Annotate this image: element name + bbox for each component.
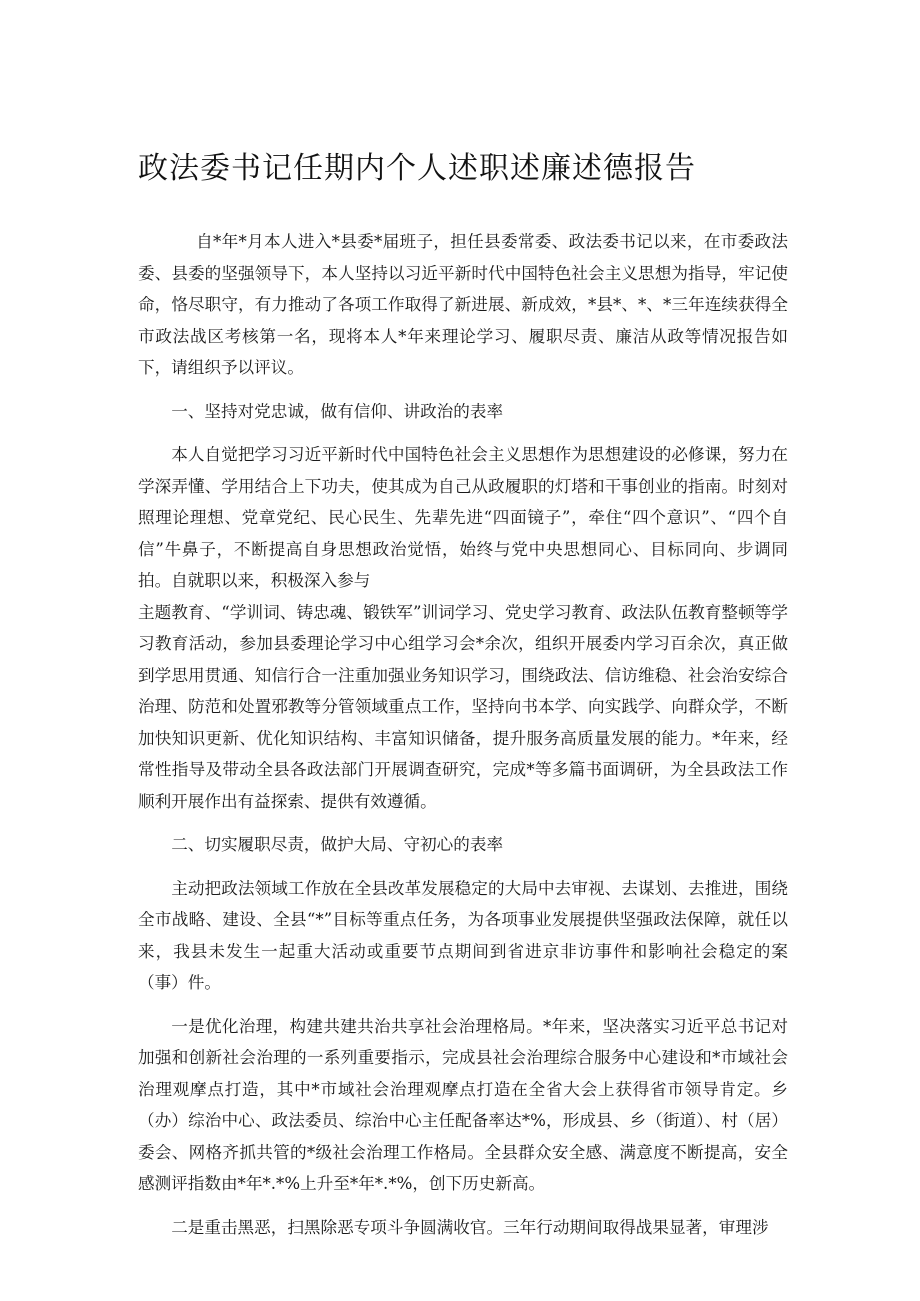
section-1-paragraph-part-1: 本人自觉把学习习近平新时代中国特色社会主义思想作为思想建设的必修课，努力在学深弄懂、学用结合上下功夫，使其成为自己从政履职的灯塔和干事创业的指南。时刻对照理论理想、党章党纪、民心民生、先辈先进“四面镜子”，牵住“四个意识”、“四个自信”牛鼻子，不断提高自身思想政治觉悟，始终与党中央思想同心、目标同向、步调同拍。自就职以来，积极深入参与 [138, 445, 788, 590]
section-2-paragraph-1: 主动把政法领域工作放在全县改革发展稳定的大局中去审视、去谋划、去推进，围绕全市战略、建设、全县“*”目标等重点任务，为各项事业发展提供坚强政法保障，就任以来，我县未发生一起重大活动或重要节点期间到省进京非访事件和影响社会稳定的案（事）件。 [138, 878, 788, 992]
section-1-heading: 一、坚持对党忠诚，做有信仰、讲政治的表率 [171, 401, 504, 421]
section-2-paragraph-2: 一是优化治理，构建共建共治共享社会治理格局。*年来，坚决落实习近平总书记对加强和创新社会治理的一系列重要指示，完成县社会治理综合服务中心建设和*市域社会治理观摩点打造，其中*市域社会治理观摩点打造在全省大会上获得省市领导肯定。乡（办）综治中心、政法委员、综治中心主任配备率达*%，形成县、乡（街道）、村（居）委会、网格齐抓共管的*级社会治理工作格局。全县群众安全感、满意度不断提高，安全感测评指数由*年*.*%上升至*年*.*%，创下历史新高。 [138, 1016, 788, 1193]
document-title: 政法委书记任期内个人述职述廉述德报告 [138, 151, 696, 186]
section-1-paragraph-part-2: 主题教育、“学训词、铸忠魂、锻铁军”训词学习、党史学习教育、政法队伍教育整顿等学习教育活动，参加县委理论学习中心组学习会*余次，组织开展委内学习百余次，真正做到学思用贯通、知信行合一注重加强业务知识学习，围绕政法、信访维稳、社会治安综合治理、防范和处置邪教等分管领域重点工作，坚持向书本学、向实践学、向群众学，不断加快知识更新、优化知识结构、丰富知识储备，提升服务高质量发展的能力。*年来，经常性指导及带动全县各政法部门开展调查研究，完成*等多篇书面调研，为全县政法工作顺利开展作出有益探索、提供有效遵循。 [138, 602, 788, 811]
section-2-paragraph-3: 二是重击黑恶，扫黑除恶专项斗争圆满收官。三年行动期间取得战果显著，审理涉 [171, 1217, 769, 1237]
document-body [138, 226, 788, 1255]
section-1-paragraph [138, 439, 788, 817]
section-2-heading: 二、切实履职尽责，做护大局、守初心的表率 [171, 835, 504, 854]
intro-paragraph: 自*年*月本人进入*县委*届班子，担任县委常委、政法委书记以来，在市委政法委、县委的坚强领导下，本人坚持以习近平新时代中国特色社会主义思想为指导，牢记使命，恪尽职守，有力推动了各项工作取得了新进展、新成效，*县*、*、*三年连续获得全市政法战区考核第一名，现将本人*年来理论学习、履职尽责、廉洁从政等情况报告如下，请组织予以评议。 [138, 232, 788, 377]
